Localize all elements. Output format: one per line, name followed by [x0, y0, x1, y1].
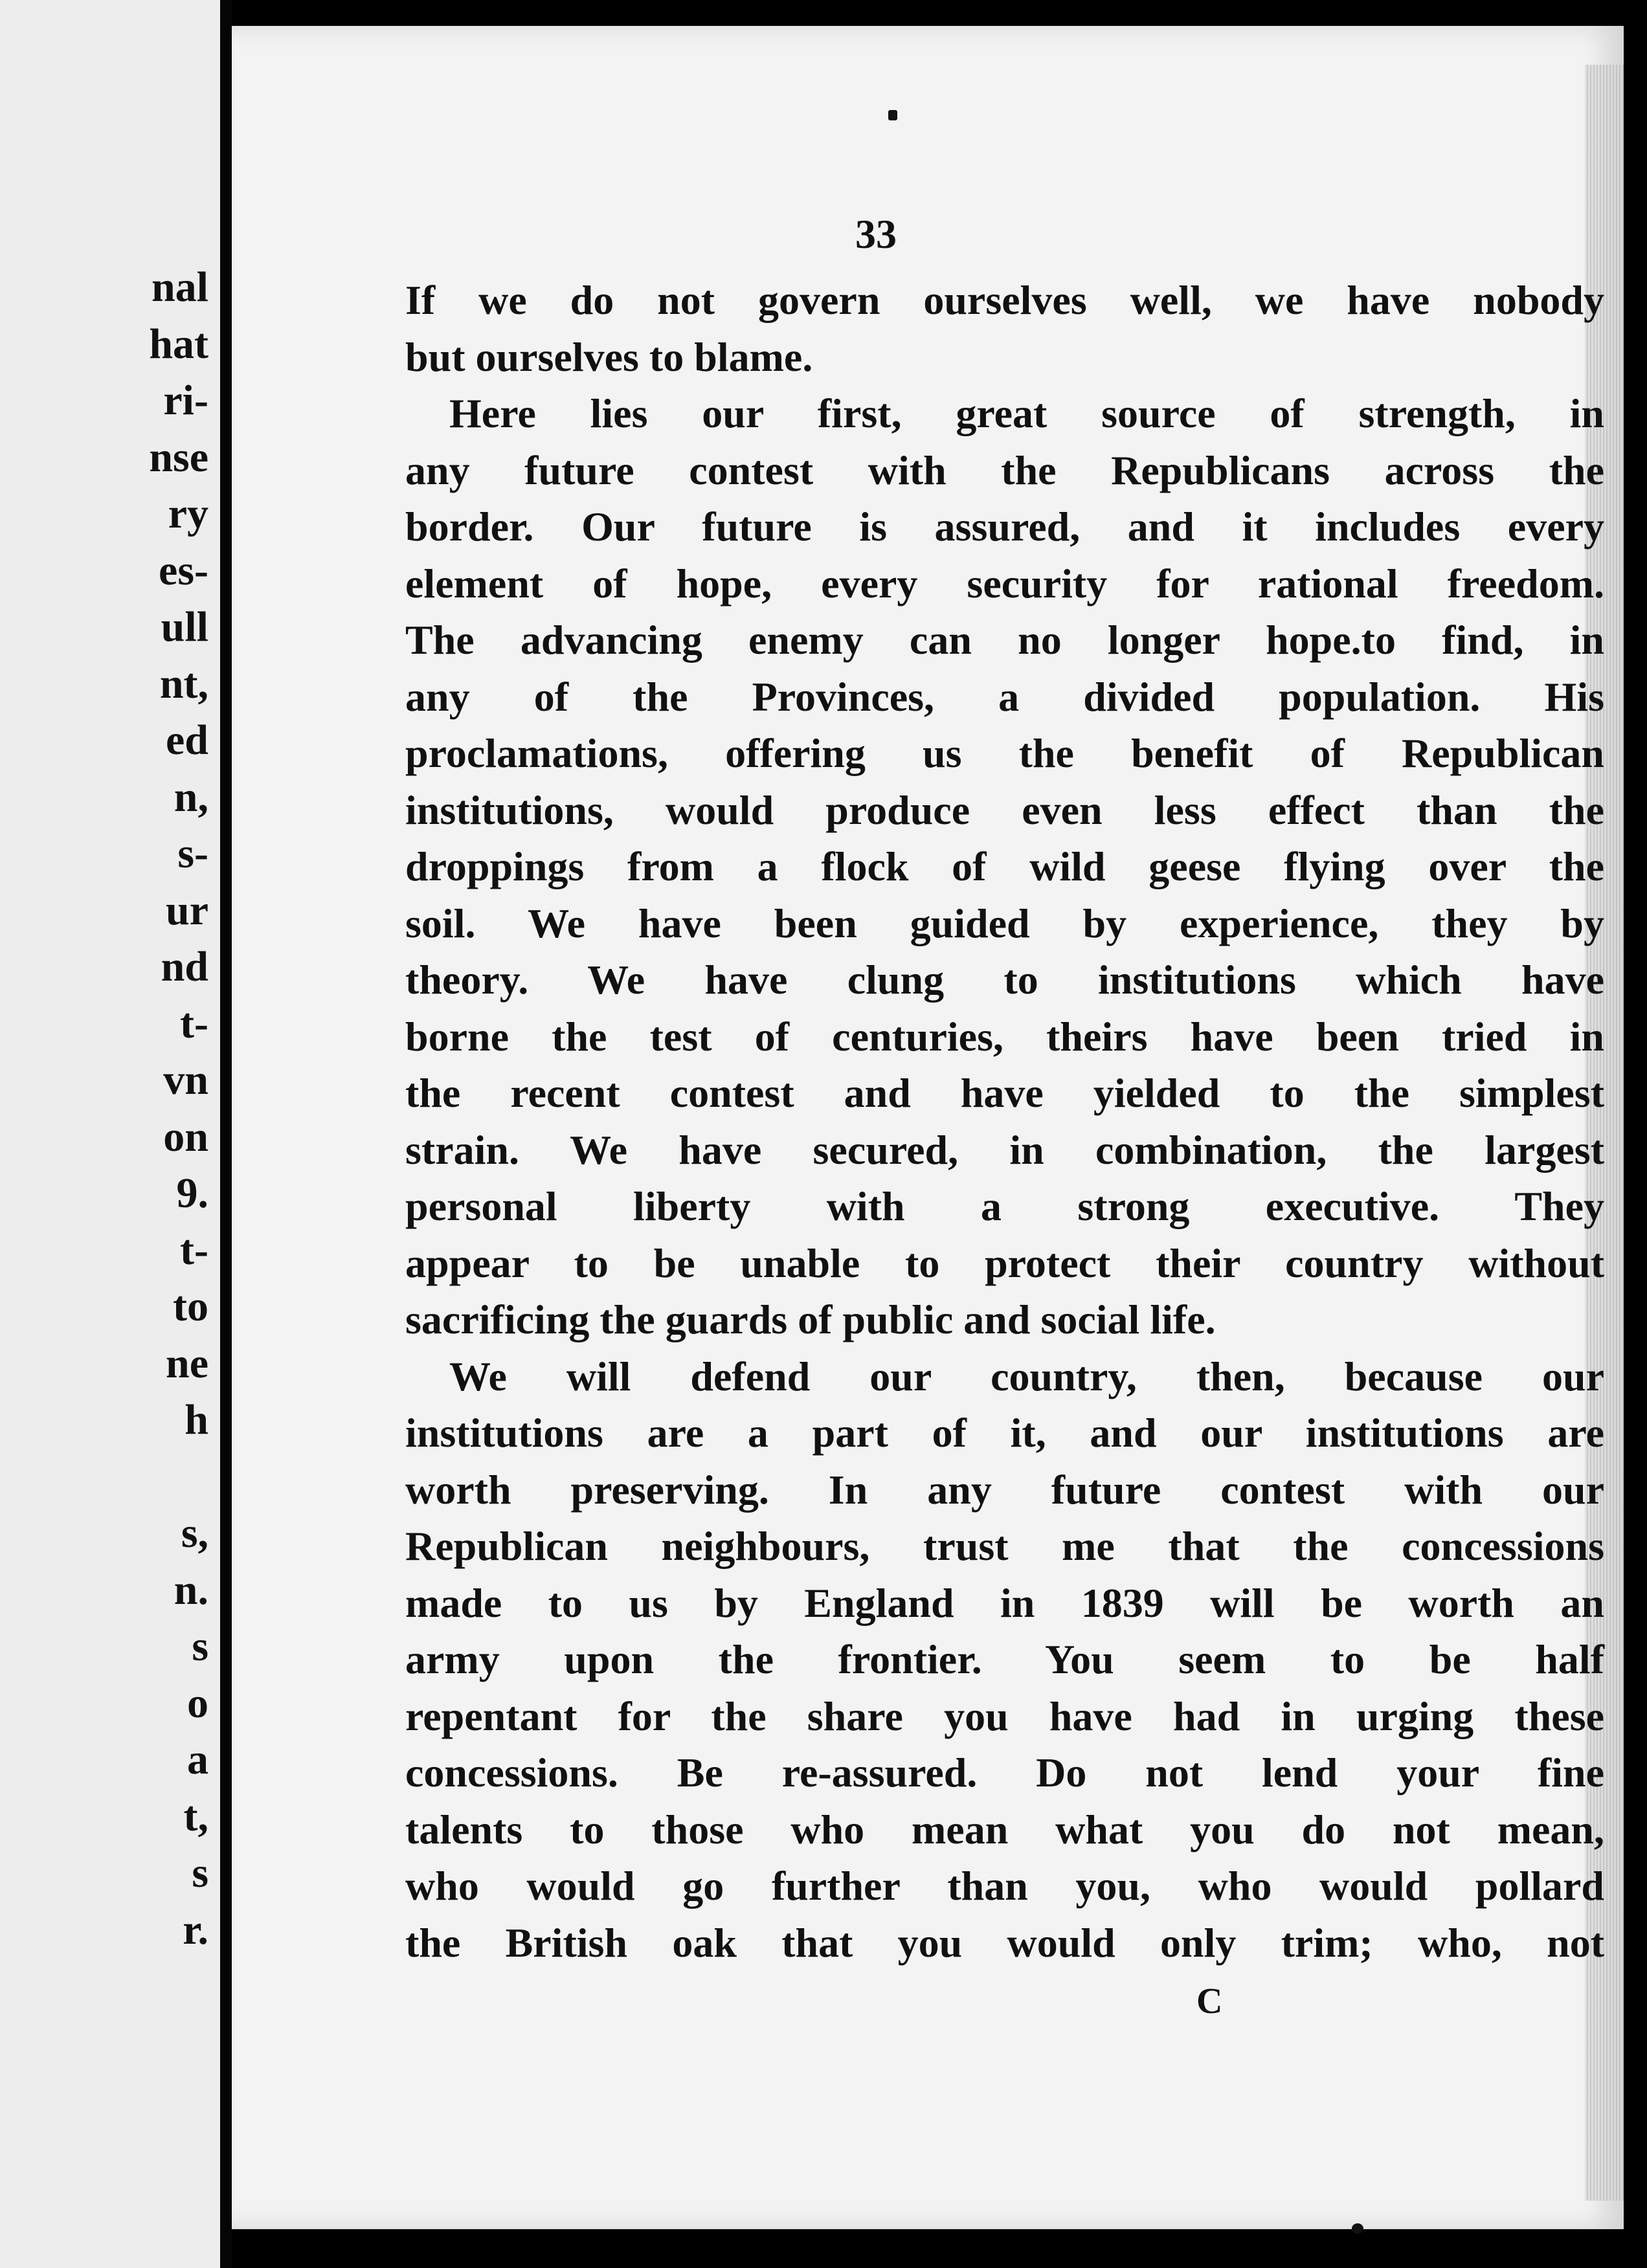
text-line: talents to those who mean what you do not mean,: [405, 1806, 1604, 1852]
left-page-text-fragments: [105, 259, 208, 1958]
ink-mark: [1352, 2223, 1363, 2234]
text-line: concessions. Be re-assured. Do not lend your fine: [405, 1750, 1604, 1796]
left-fragment: ur: [166, 886, 208, 934]
left-fragment: ed: [166, 717, 208, 764]
text-line: institutions, would produce even less effect than the: [405, 786, 1604, 833]
text-line: any of the Provinces, a divided population. His: [405, 673, 1604, 720]
left-facing-page: [0, 0, 220, 2268]
left-fragment: s: [192, 1849, 208, 1896]
left-fragment: nse: [149, 433, 208, 481]
text-line: The advancing enemy can no longer hope.to find, in: [405, 617, 1604, 663]
text-line: theory. We have clung to institutions which have: [405, 957, 1604, 1003]
text-line: the British oak that you would only trim; who, not: [405, 1919, 1604, 1966]
text-line: proclamations, offering us the benefit of Republican: [405, 730, 1604, 776]
left-fragment: to: [173, 1283, 208, 1330]
left-fragment: es-: [159, 546, 208, 594]
left-fragment: t-: [180, 1226, 208, 1274]
left-fragment: ri-: [163, 377, 208, 424]
text-line: but ourselves to blame.: [405, 333, 813, 380]
text-line: Republican neighbours, trust me that the concessions: [405, 1523, 1604, 1569]
left-fragment: nt,: [159, 660, 208, 707]
text-line: borne the test of centuries, theirs have been tried in: [405, 1013, 1604, 1060]
text-line: element of hope, every security for rational freedom.: [405, 560, 1604, 606]
left-fragment: s: [192, 1623, 208, 1670]
text-line: the recent contest and have yielded to the simplest: [405, 1070, 1604, 1116]
left-fragment: nd: [161, 943, 208, 990]
left-fragment: ull: [161, 603, 208, 650]
text-line: any future contest with the Republicans across the: [405, 447, 1604, 493]
signature-mark: C: [1196, 1981, 1223, 2021]
book-gutter: [220, 0, 232, 2268]
left-fragment: s,: [181, 1509, 208, 1557]
text-line: sacrificing the guards of public and social life.: [405, 1296, 1216, 1342]
text-line: repentant for the share you have had in urging these: [405, 1693, 1604, 1739]
text-line: Here lies our first, great source of strength, in: [449, 390, 1604, 436]
left-fragment: s-: [177, 830, 208, 877]
text-line: personal liberty with a strong executive. They: [405, 1183, 1604, 1229]
left-fragment: t-: [180, 999, 208, 1047]
ink-mark: [888, 110, 897, 120]
left-fragment: h: [185, 1396, 208, 1443]
text-line: We will defend our country, then, because our: [449, 1353, 1604, 1399]
text-line: If we do not govern ourselves well, we have nobody: [405, 277, 1604, 323]
text-line: strain. We have secured, in combination, the largest: [405, 1126, 1604, 1173]
left-fragment: n,: [174, 773, 208, 821]
book-page: [232, 26, 1624, 2229]
left-fragment: [105, 1449, 208, 1506]
left-fragment: o: [187, 1679, 208, 1727]
left-fragment: ry: [168, 490, 208, 537]
left-fragment: t,: [183, 1792, 208, 1840]
left-fragment: 9.: [176, 1170, 208, 1217]
left-fragment: nal: [151, 263, 208, 311]
left-fragment: vn: [163, 1056, 208, 1104]
text-line: appear to be unable to protect their country without: [405, 1240, 1604, 1286]
text-line: made to us by England in 1839 will be worth an: [405, 1579, 1604, 1626]
text-line: army upon the frontier. You seem to be half: [405, 1636, 1604, 1682]
text-line: droppings from a flock of wild geese flying over the: [405, 843, 1604, 889]
left-fragment: ne: [166, 1339, 208, 1387]
left-fragment: on: [163, 1113, 208, 1161]
text-line: institutions are a part of it, and our institutions are: [405, 1410, 1604, 1456]
text-line: soil. We have been guided by experience, they by: [405, 900, 1604, 946]
text-line: who would go further than you, who would pollard: [405, 1863, 1604, 1909]
text-line: worth preserving. In any future contest with our: [405, 1466, 1604, 1513]
left-fragment: n.: [174, 1566, 208, 1614]
left-fragment: a: [187, 1736, 208, 1783]
left-fragment: r.: [183, 1906, 208, 1953]
text-line: border. Our future is assured, and it includes every: [405, 504, 1604, 550]
page-number: 33: [855, 211, 897, 257]
left-fragment: hat: [149, 320, 208, 368]
body-text: [405, 272, 1604, 1971]
